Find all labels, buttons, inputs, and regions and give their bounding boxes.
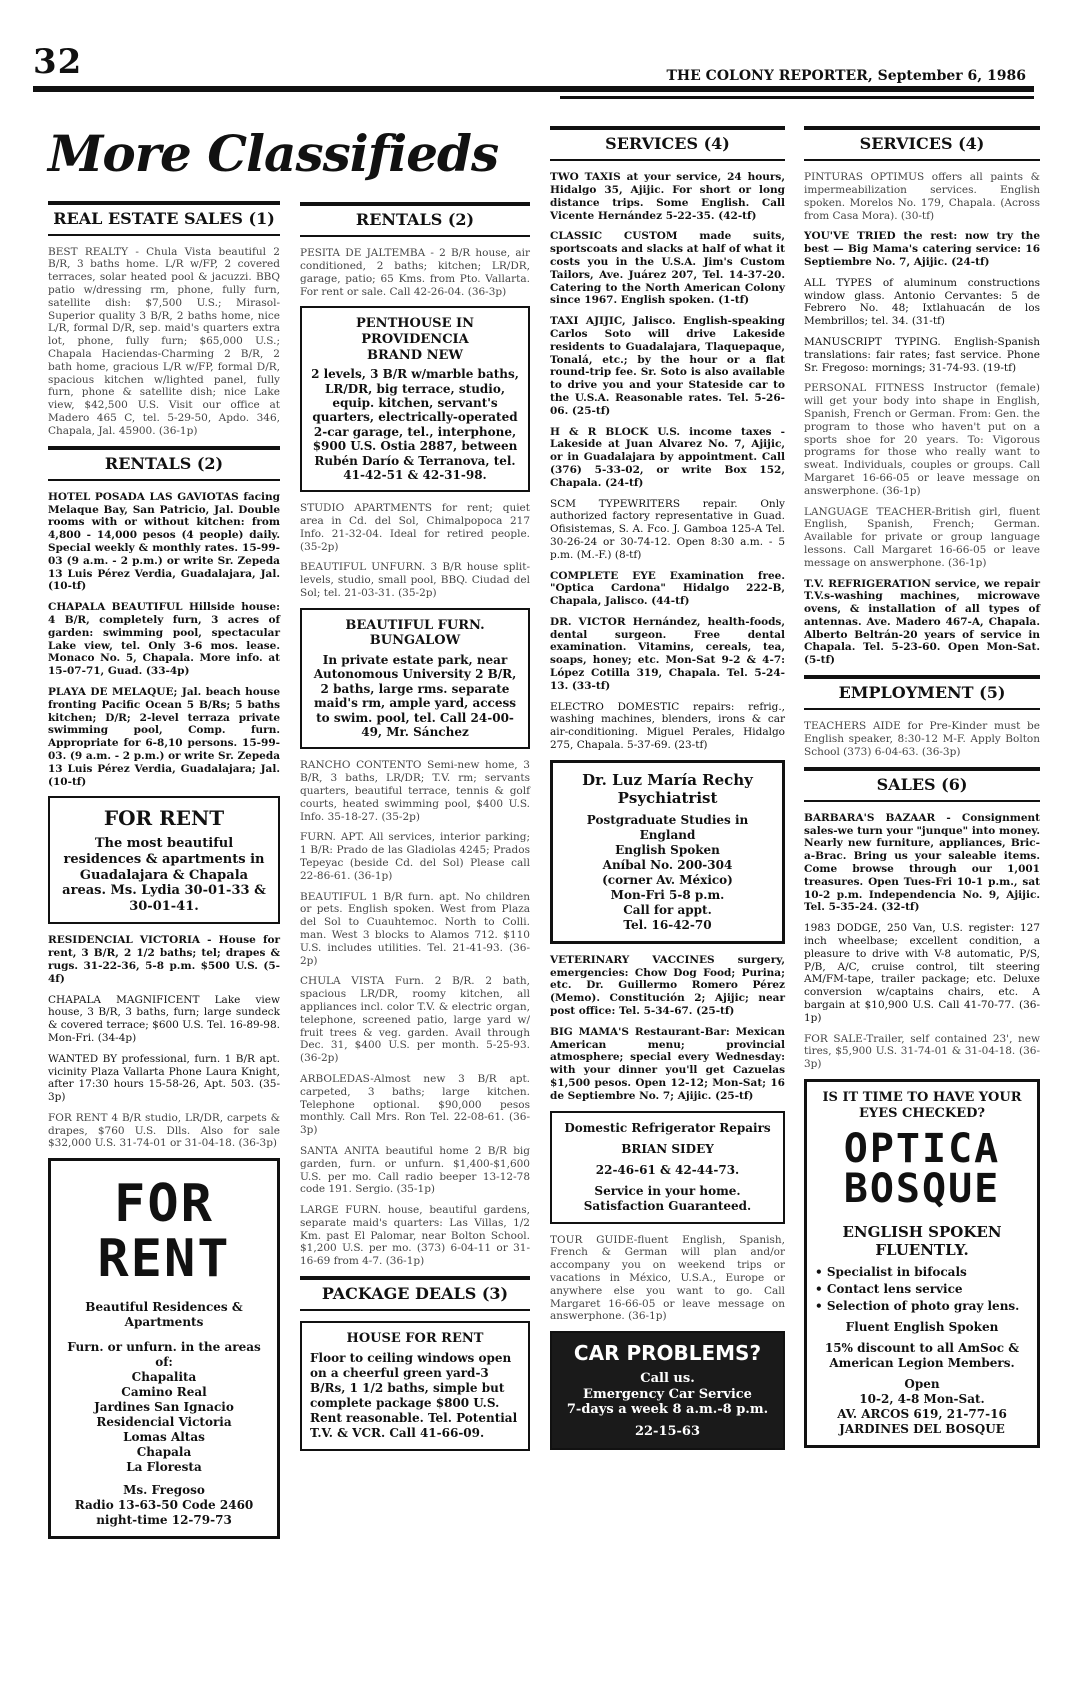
display-ad-line: JARDINES DEL BOSQUE xyxy=(839,1422,1005,1437)
display-ad-name: BRIAN SIDEY xyxy=(621,1141,714,1156)
display-ad-line: La Floresta xyxy=(126,1460,202,1475)
section-services: SERVICES (4) xyxy=(550,126,785,161)
display-ad-line: Postgraduate Studies in England xyxy=(586,812,749,842)
section-rentals: RENTALS (2) xyxy=(300,202,530,237)
bullet-text: Specialist in bifocals xyxy=(826,1265,967,1280)
display-ad-body: The most beautiful residences & apartments in Guadalajara & Chapala areas. Ms. Lydia 30-01-33 & 30-01-41. xyxy=(62,836,266,914)
display-ad-line: English Spoken xyxy=(615,842,720,857)
display-ad-house-for-rent xyxy=(300,1321,530,1451)
classified-ad: TOUR GUIDE-fluent English, Spanish, French & German will plan and/or accompany you on weekend trips or vacations in México, U.S.A., Europe or anywhere else you want to go. Call Margaret 16-66-05 or leave message on answerphone. (36-1p) xyxy=(550,1233,785,1323)
classified-ad: YOU'VE TRIED the rest: now try the best — Big Mama's catering service: 16 Septiembre No. 7, Ajijic. (24-tf) xyxy=(804,230,1040,268)
display-ad-title: PENTHOUSE IN PROVIDENCIA xyxy=(356,316,474,347)
optica-logo: OPTICA BOSQUE xyxy=(843,1126,1001,1213)
classified-ad: MANUSCRIPT TYPING. English-Spanish translations: fair rates; fast service. Phone Sr. Fregoso: mornings; 31-74-93. (19-tf) xyxy=(804,335,1040,374)
section-sales: SALES (6) xyxy=(804,767,1040,802)
classified-ad: STUDIO APARTMENTS for rent; quiet area in Cd. del Sol, Chimalpopoca 217 Info. 21-32-04. Ideal for retired people. (35-2p) xyxy=(300,502,530,553)
display-ad-bungalow xyxy=(300,608,530,750)
classified-ad: LARGE FURN. house, beautiful gardens, separate maid's quarters: Las Villas, 1/2 Km. past El Palomar, near Bolton School. $1,200 U.S. per mo. (373) 6-04-11 or 31-16-69 from 4-7. (36-1p) xyxy=(300,1204,530,1268)
classified-ad: H & R BLOCK U.S. income taxes - Lakeside at Juan Alvarez No. 7, Ajijic, or in Guadalajara by appointment. Call (376) 5-33-02, or write Box 152, Chapala. (24-tf) xyxy=(550,425,785,489)
classified-ad: FURN. APT. All services, interior parking; 1 B/R: Prado de las Gladiolas 4245; Prados Tepeyac (beside Cd. del Sol) Please call 22-86-61. (36-1p) xyxy=(300,831,530,882)
display-ad-line: Emergency Car Service xyxy=(583,1386,752,1402)
classified-ad: CHAPALA MAGNIFICENT Lake view house, 3 B/R, 3 baths, furn; large sundeck & covered terrace; $600 U.S. Tel. 16-89-98. Mon-Fri. (34-4p) xyxy=(48,993,280,1044)
display-ad-refrigerator xyxy=(550,1111,785,1224)
display-ad-line: Camino Real xyxy=(121,1385,207,1400)
classified-ad: COMPLETE EYE Examination free. "Optica Cardona" Hidalgo 222-B, Chapala, Jalisco. (44-tf) xyxy=(550,569,785,608)
classified-ad: DR. VICTOR Hernández, health-foods, dental surgeon. Free dental examination. Vitamins, cereals, tea, soaps, honey; etc. Mon-Sat 9-2 & 4-7: López Cotilla 319, Chapala. Tel. 5-24-13. (33-tf) xyxy=(550,615,785,692)
display-ad-line: 10-2, 4-8 Mon-Sat. xyxy=(859,1392,985,1407)
display-ad-line: Jardines San Ignacio xyxy=(94,1400,234,1415)
display-ad-line: Ms. Fregoso xyxy=(123,1483,205,1498)
display-ad-car-problems xyxy=(550,1331,785,1449)
display-ad-line: Furn. or unfurn. in the areas of: xyxy=(67,1340,261,1370)
classified-ad: HOTEL POSADA LAS GAVIOTAS facing Melaque Bay, San Patricio, Jal. Double rooms with or without kitchen: from 4,800 - 14,000 pesos (4 people) daily. Special weekly & monthly rates. 15-99-03 (9 a.m. - 2 p.m.) or write Sr. Zepeda 13 Luis Pérez Verdia, Guadalajara, Jal. (10-tf) xyxy=(48,490,280,593)
classified-ad: 1983 DODGE, 250 Van, U.S. register: 127 inch wheelbase; excellent condition, a pleasure to drive with V-8 automatic, P/S, P/B, A/C, cruise control, tilt steering AM/FM-tape, trailer package; etc. Deluxe conversion w/captains chairs, etc. A bargain at $10,900 U.S. Call 41-70-77. (36-1p) xyxy=(804,922,1040,1024)
classified-ad: BEAUTIFUL UNFURN. 3 B/R house split-levels, studio, small pool, BBQ. Ciudad del Sol; tel. 21-03-31. (35-2p) xyxy=(300,561,530,600)
classified-ad: FOR SALE-Trailer, self contained 23', new tires, $5,900 U.S. 31-74-01 & 31-04-18. (36-3p) xyxy=(804,1032,1040,1071)
display-ad-bullet: • Selection of photo gray lens. xyxy=(815,1299,1020,1314)
classified-ad: PLAYA DE MELAQUE; Jal. beach house fronting Pacific Ocean 5 B/Rs; 5 baths kitchen; D/R; 2-level terraza private swimming pool, Comp. furn. Appropriate for 6-8,10 persons. 15-99-03. (9 a.m. - 2 p.m.) or write Sr. Zepeda 13 Luis Pérez Verdia, Guadalajara; Jal. (10-tf) xyxy=(48,685,281,788)
column-3 xyxy=(550,120,785,1460)
column-2 xyxy=(300,196,530,1461)
classified-ad: TAXI AJIJIC, Jalisco. English-speaking Carlos Soto will drive Lakeside residents to Guadalajara, Tlaquepaque, Tonalá, etc.; by the hour or a flat round-trip fee. Sr. Soto is also available to drive you and your Stateside car to the U.S.A. Reasonable rates. Tel. 5-26-06. (25-tf) xyxy=(550,315,785,417)
display-ad-title: CAR PROBLEMS? xyxy=(573,1341,762,1366)
classified-ad: T.V. REFRIGERATION service, we repair T.V.s-washing machines, microwave ovens, & installation of all types of antennas. Ave. Madero 467-A, Chapala. Alberto Beltrán-20 years of service in Chapala. Tel. 5-23-60. Open Mon-Sat. (5-tf) xyxy=(804,577,1040,667)
classified-ad: VETERINARY VACCINES surgery, emergencies: Chow Dog Food; Purina; etc. Dr. Guillermo Romero Pérez (Memo). Constitución 2; Ajijic; near post office: Tel. 5-34-67. (25-tf) xyxy=(550,953,785,1018)
classified-ad: BEAUTIFUL 1 B/R furn. apt. No children or pets. English spoken. West from Plaza del Sol to Cuauhtemoc. North to Colli. man. West 3 blocks to Alamos 712. $110 U.S. includes utilities. Tel. 21-41-93. (36-2p) xyxy=(300,890,530,967)
classified-ad: FOR RENT 4 B/R studio, LR/DR, carpets & drapes, $760 U.S. Dlls. Also for sale $32,000 U.S. 31-74-01 or 31-04-18. (36-3p) xyxy=(48,1111,280,1150)
display-ad-optica-bosque xyxy=(804,1079,1040,1448)
classified-ad: ALL TYPES of aluminum constructions window glass. Antonio Cervantes: 5 de Febrero No. 48; Ixtlahuacán de los Membrillos; tel. 34. (31-tf) xyxy=(804,276,1040,328)
display-ad-line: 15% discount to all AmSoc & American Legion Members. xyxy=(824,1341,1020,1371)
display-ad-line: Fluent English Spoken xyxy=(845,1320,999,1335)
display-ad-for-rent xyxy=(48,796,280,924)
display-ad-body: 2 levels, 3 B/R w/marble baths, LR/DR, big terrace, studio, equip. kitchen, servant's quarters, electrically-operated 2-car garage, tel., interphone, $900 U.S. Ostia 2887, between Rubén Darío & Terranova, tel. 41-42-51 & 42-31-98. xyxy=(311,367,519,482)
classified-ad: BEST REALTY - Chula Vista beautiful 2 B/R, 3 baths home. L/R w/FP, 2 covered terraces, solar heated pool & jacuzzi. BBQ patio w/dressing rm, phone, fully furn, satellite dish: $7,500 U.S.; Mirasol-Superior quality 3 B/R, 2 baths home, nice L/R, formal D/R, sep. maid's quarters extra lot, phone, fully furn; $65,000 U.S.; Chapala Haciendas-Charming 2 B/R, 2 bath home, gracious L/R w/FP, formal D/R, spacious kitchen w/lighted panel, fully furn, phone & satellite dish; nice Lake view, $42,500 U.S. Visit our office at Madero 465 C, tel. 5-29-50, Apdo. 346, Chapala, Jal. 45900. (36-1p) xyxy=(48,245,280,437)
classified-ad: LANGUAGE TEACHER-British girl, fluent English, Spanish, French; German. Available for private or group language lessons. Call Margaret 16-66-05 or leave message on answerphone. (36-1p) xyxy=(804,505,1040,569)
section-employment: EMPLOYMENT (5) xyxy=(804,675,1040,710)
classified-ad: CHULA VISTA Furn. 2 B/R. 2 bath, spacious LR/DR, roomy kitchen, all appliances incl. color T.V. & electric organ, telephone, screened patio, large yard w/ fruit trees & veg. garden. Avail through Dec. 31, $400 U.S. per month. 5-25-93. (36-2p) xyxy=(300,975,530,1065)
classified-ad: ELECTRO DOMESTIC repairs: refrig., washing machines, blenders, irons & car air-conditioning. Miguel Perales, Hidalgo 275, Chapala. 5-37-69. (23-tf) xyxy=(550,700,785,752)
display-ad-line: Call us. xyxy=(640,1371,695,1387)
display-ad-line: ENGLISH SPOKEN FLUENTLY. xyxy=(842,1223,1002,1260)
display-ad-title: Domestic Refrigerator Repairs xyxy=(564,1120,771,1135)
column-4 xyxy=(804,120,1040,1458)
display-ad-question: IS IT TIME TO HAVE YOUR EYES CHECKED? xyxy=(822,1089,1022,1121)
display-ad-bullet: • Specialist in bifocals xyxy=(815,1265,967,1280)
section-real-estate: REAL ESTATE SALES (1) xyxy=(48,201,280,236)
display-ad-subtitle: Beautiful Residences & Apartments xyxy=(85,1300,243,1330)
section-package-deals: PACKAGE DEALS (3) xyxy=(300,1276,530,1311)
display-ad-phone: 22-15-63 xyxy=(634,1423,701,1439)
display-ad-line: (corner Av. México) xyxy=(602,872,733,887)
display-ad-psychiatrist xyxy=(550,760,785,944)
display-ad-line: Tel. 16-42-70 xyxy=(623,917,712,932)
section-rentals: RENTALS (2) xyxy=(48,446,280,481)
top-rule xyxy=(33,86,1034,92)
display-ad-line: Chapalita xyxy=(131,1370,197,1385)
classified-ad: BIG MAMA'S Restaurant-Bar: Mexican American menu; provincial atmosphere; special every Wednesday: with your dinner you'll get Cazuelas $1,500 pesos. Open 12-12; Mon-Sat; 16 de Septiembre No. 7; Ajijic. (25-tf) xyxy=(550,1025,785,1102)
display-ad-line: Open xyxy=(904,1377,940,1392)
classified-ad: RANCHO CONTENTO Semi-new home, 3 B/R, 3 baths, LR/DR; T.V. rm; servants quarters, beautiful terrace, tennis & golf courts, heated swimming pool, $400 U.S. Info. 35-18-27. (35-2p) xyxy=(300,759,530,823)
classified-ad: SANTA ANITA beautiful home 2 B/R big garden, furn. or unfurn. $1,400-$1,600 U.S. per mo. Call radio beeper 13-12-78 code 191. Sergio. (35-1p) xyxy=(300,1144,530,1196)
classified-ad: TEACHERS AIDE for Pre-Kinder must be English speaker, 8:30-12 M-F. Apply Bolton School (373) 6-04-63. (36-3p) xyxy=(804,720,1040,758)
display-ad-line: Lomas Altas xyxy=(123,1430,205,1445)
bullet-text: Contact lens service xyxy=(826,1282,963,1297)
classified-ad: BARBARA'S BAZAAR - Consignment sales-we turn your "junque" into money. Nearly new furniture, appliances, Bric-a-Brac. Bring us your saleable items. Come browse through our 1,001 treasures. Open Tues-Fri 10-1 p.m., sat 10-2 p.m. Independencia No. 9, Ajijic. Tel. 5-35-24. (32-tf) xyxy=(804,811,1040,914)
display-ad-for-rent-residences xyxy=(48,1158,280,1539)
display-ad-title: HOUSE FOR RENT xyxy=(346,1331,484,1347)
display-ad-line: 7-days a week 8 a.m.-8 p.m. xyxy=(566,1402,769,1418)
display-ad-title: FOR RENT xyxy=(103,806,225,831)
display-ad-line: Mon-Fri 5-8 p.m. xyxy=(610,887,725,902)
display-ad-line: Aníbal No. 200-304 xyxy=(602,857,733,872)
classified-ad: CHAPALA BEAUTIFUL Hillside house: 4 B/R, completely furn, 3 acres of garden: swimming pool, spectacular Lake view, tel. Only 3-6 mos. lease. Monaco No. 5, Chapala. More info. at 15-07-71, Guad. (33-4p) xyxy=(48,601,280,678)
classified-ad: WANTED BY professional, furn. 1 B/R apt. vicinity Plaza Vallarta Phone Laura Knight, after 17:30 hours 15-58-26, Apt. 503. (35-3p) xyxy=(48,1052,280,1104)
display-ad-title: BEAUTIFUL FURN. BUNGALOW xyxy=(345,617,485,649)
page-number: 32 xyxy=(33,42,83,82)
classified-ad: PERSONAL FITNESS Instructor (female) will get your body into shape in English, Spanish, French or German. From: Gen. the program to those who haven't put on a sports shoe for 20 years. To: Vigorous programs for those who really want to sweat. Individuals, couples or groups. Call Margaret 16-66-05 or leave message on answerphone. (36-1p) xyxy=(804,382,1040,497)
display-ad-title: Dr. Luz María Rechy xyxy=(582,770,753,789)
folio: THE COLONY REPORTER, September 6, 1986 xyxy=(666,68,1026,84)
classified-ad: ARBOLEDAS-Almost new 3 B/R apt. carpeted, 3 baths; large kitchen. Telephone optional. $90,000 pesos monthly. Call Mrs. Ron Tel. 22-08-61. (36-3p) xyxy=(300,1072,530,1137)
masthead: More Classifieds xyxy=(48,124,499,183)
top-rule-secondary xyxy=(560,96,1034,99)
display-ad-line: Residencial Victoria xyxy=(96,1415,232,1430)
display-ad-line: AV. ARCOS 619, 21-77-16 xyxy=(837,1407,1007,1422)
classified-ad: SCM TYPEWRITERS repair. Only authorized factory representative in Guad. Ofisistemas, S. A. Fco. J. Gamboa 125-A Tel. 30-26-24 or 30-74-12. Open 8:30 a.m. - 5 p.m. (M.-F.) (8-tf) xyxy=(550,497,785,561)
display-ad-line: Call for appt. xyxy=(623,902,712,917)
display-ad-body: Service in your home. Satisfaction Guaranteed. xyxy=(583,1183,752,1213)
display-ad-line: Chapala xyxy=(136,1445,192,1460)
display-ad-subtitle: Psychiatrist xyxy=(617,788,718,807)
display-ad-subtitle: BRAND NEW xyxy=(367,347,463,363)
classified-ad: RESIDENCIAL VICTORIA - House for rent, 3 B/R, 2 1/2 baths; tel; drapes & rugs. 31-22-36, 5-8 p.m. $500 U.S. (5-4f) xyxy=(48,934,280,985)
section-services: SERVICES (4) xyxy=(804,126,1040,161)
display-ad-title: FOR RENT xyxy=(97,1174,231,1289)
display-ad-line: night-time 12-79-73 xyxy=(96,1513,232,1528)
classified-ad: TWO TAXIS at your service, 24 hours, Hidalgo 35, Ajijic. For short or long distance trips. Some English. Call Vicente Hernández 5-22-35. (42-tf) xyxy=(550,171,785,222)
display-ad-body: Floor to ceiling windows open on a cheerful green yard-3 B/Rs, 1 1/2 baths, simple but complete package $800 U.S. Rent reasonable. Tel. Potential T.V. & VCR. Call 41-66-09. xyxy=(310,1350,518,1440)
bullet-text: Selection of photo gray lens. xyxy=(826,1299,1020,1314)
display-ad-body: In private estate park, near Autonomous University 2 B/R, 2 baths, large rms. separate maid's rm, ample yard, access to swim. pool, tel. Call 24-00-49, Mr. Sánchez xyxy=(313,653,517,739)
classified-ad: CLASSIC CUSTOM made suits, sportscoats and slacks at half of what it costs you in the U.S.A. Jim's Custom Tailors, Ave. Juárez 207, Tel. 14-37-20. Catering to the North American Colony since 1967. English spoken. (1-tf) xyxy=(550,230,785,307)
classified-ad: PESITA DE JALTEMBA - 2 B/R house, air conditioned, 2 baths; kitchen; LR/DR, garage, patio; 65 Kms. from Pto. Vallarta. For rent or sale. Call 42-26-04. (36-3p) xyxy=(300,247,530,298)
display-ad-line: Radio 13-63-50 Code 2460 xyxy=(74,1498,254,1513)
display-ad-bullet: • Contact lens service xyxy=(815,1282,963,1297)
display-ad-phone: 22-46-61 & 42-44-73. xyxy=(595,1162,740,1177)
display-ad-penthouse xyxy=(300,306,530,492)
classified-ad: PINTURAS OPTIMUS offers all paints & impermeabilization services. English spoken. Morelos No. 179, Chapala. (Across from Casa Mora). (30-tf) xyxy=(804,171,1040,222)
